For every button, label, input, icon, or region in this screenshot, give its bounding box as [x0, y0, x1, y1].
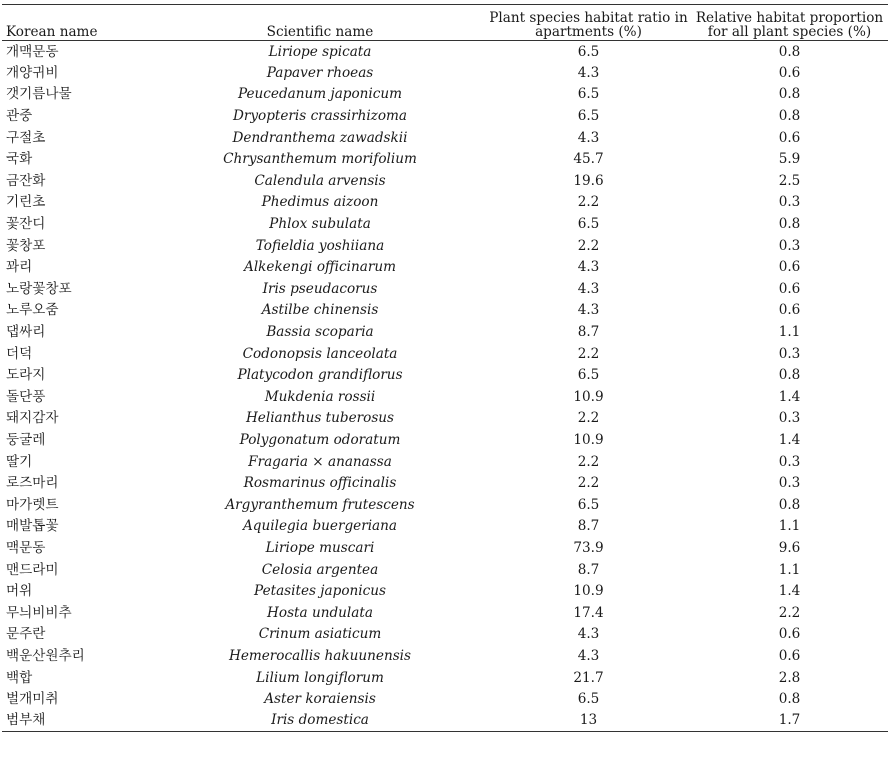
- scientific-name-cell: Mukdenia rossii: [264, 388, 376, 405]
- habitat-ratio-cell: 4.3: [577, 64, 600, 81]
- korean-name-cell: 돼지감자: [6, 410, 59, 427]
- habitat-ratio-cell: 45.7: [573, 151, 604, 168]
- habitat-ratio-cell: 4.3: [577, 647, 600, 664]
- korean-name-cell: 꽃잔디: [6, 216, 46, 233]
- table-row: [2, 580, 888, 602]
- relative-proportion-cell: 2.5: [778, 172, 801, 189]
- relative-proportion-cell: 1.1: [778, 518, 801, 535]
- korean-name-cell: 범부채: [2, 710, 154, 732]
- korean-name-cell: 도라지: [6, 367, 46, 384]
- habitat-ratio-cell: 6.5: [577, 43, 600, 60]
- scientific-name-cell: Crinum asiaticum: [258, 626, 382, 643]
- scientific-name-cell: Petasites japonicus: [254, 583, 386, 600]
- korean-name-cell: 댑싸리: [6, 324, 46, 341]
- header-habitat-ratio: Plant species habitat ratio in apartments (%): [486, 5, 691, 41]
- habitat-ratio-cell: 13: [486, 710, 691, 732]
- relative-proportion-cell: 0.8: [778, 86, 801, 103]
- scientific-name-cell: Polygonatum odoratum: [239, 431, 401, 448]
- header-korean-name: Korean name: [2, 5, 154, 41]
- habitat-ratio-cell: 4.3: [577, 280, 600, 297]
- habitat-ratio-cell: 10.9: [573, 583, 604, 600]
- table-row: [2, 688, 888, 710]
- korean-name-cell: 돌단풍: [6, 388, 46, 405]
- korean-name-cell: 구절초: [6, 129, 46, 146]
- habitat-ratio-cell: 4.3: [577, 626, 600, 643]
- relative-proportion-cell: 0.6: [778, 302, 801, 319]
- scientific-name-cell: Dryopteris crassirhizoma: [232, 108, 408, 125]
- korean-name-cell: 맨드라미: [6, 561, 59, 578]
- scientific-name-cell: Papaver rhoeas: [266, 64, 374, 81]
- scientific-name-cell: Phlox subulata: [269, 216, 371, 233]
- korean-name-cell: 꽈리: [6, 259, 33, 276]
- table-row: [2, 364, 888, 386]
- table-row: [2, 321, 888, 343]
- table-row: [2, 213, 888, 235]
- relative-proportion-cell: 0.3: [778, 237, 801, 254]
- korean-name-cell: 노랑꽃창포: [6, 280, 72, 297]
- table-row: [2, 127, 888, 149]
- relative-proportion-cell: 0.8: [778, 216, 801, 233]
- habitat-ratio-cell: 19.6: [573, 172, 604, 189]
- scientific-name-cell: Dendranthema zawadskii: [232, 129, 408, 146]
- habitat-ratio-cell: 2.2: [577, 194, 600, 211]
- table-row: [2, 170, 888, 192]
- table-row: [2, 624, 888, 646]
- scientific-name-cell: Platycodon grandiflorus: [237, 367, 403, 384]
- korean-name-cell: 로즈마리: [6, 475, 59, 492]
- scientific-name-cell: Liriope muscari: [265, 539, 375, 556]
- table-row: [2, 472, 888, 494]
- relative-proportion-cell: 0.6: [778, 64, 801, 81]
- table-row: [2, 278, 888, 300]
- relative-proportion-cell: 0.8: [778, 367, 801, 384]
- table-row: [2, 451, 888, 473]
- table-row: [2, 148, 888, 170]
- scientific-name-cell: Hemerocallis hakuunensis: [228, 647, 412, 664]
- scientific-name-cell: Peucedanum japonicum: [237, 86, 403, 103]
- table-row: [2, 645, 888, 667]
- table-row: [2, 386, 888, 408]
- habitat-ratio-cell: 4.3: [577, 129, 600, 146]
- korean-name-cell: 금잔화: [6, 172, 46, 189]
- habitat-ratio-cell: 6.5: [577, 216, 600, 233]
- scientific-name-cell: Codonopsis lanceolata: [242, 345, 398, 362]
- scientific-name-cell: Tofieldia yoshiiana: [255, 237, 385, 254]
- table-row: [2, 235, 888, 257]
- habitat-ratio-cell: 17.4: [573, 604, 604, 621]
- relative-proportion-cell: 0.3: [778, 475, 801, 492]
- scientific-name-cell: Fragaria × ananassa: [248, 453, 392, 470]
- habitat-ratio-cell: 4.3: [577, 259, 600, 276]
- table-row: [2, 343, 888, 365]
- table-row: [2, 41, 888, 63]
- habitat-ratio-cell: 2.2: [577, 453, 600, 470]
- relative-proportion-cell: 0.8: [778, 108, 801, 125]
- habitat-ratio-cell: 21.7: [573, 669, 604, 686]
- scientific-name-cell: Aster koraiensis: [264, 691, 376, 708]
- korean-name-cell: 노루오줌: [6, 302, 59, 319]
- korean-name-cell: 둥굴레: [6, 431, 46, 448]
- scientific-name-cell: Helianthus tuberosus: [245, 410, 395, 427]
- habitat-ratio-cell: 6.5: [577, 367, 600, 384]
- korean-name-cell: 개양귀비: [6, 64, 59, 81]
- korean-name-cell: 마가렛트: [6, 496, 59, 513]
- scientific-name-cell: Hosta undulata: [267, 604, 373, 621]
- habitat-ratio-cell: 8.7: [577, 561, 600, 578]
- scientific-name-cell: Aquilegia buergeriana: [242, 518, 398, 535]
- relative-proportion-cell: 1.1: [778, 561, 801, 578]
- header-relative-proportion: Relative habitat proportion for all plant species (%): [691, 5, 888, 41]
- relative-proportion-cell: 0.6: [778, 280, 801, 297]
- relative-proportion-cell: 1.4: [778, 583, 801, 600]
- relative-proportion-cell: 0.8: [778, 43, 801, 60]
- korean-name-cell: 백합: [6, 669, 33, 686]
- relative-proportion-cell: 0.6: [778, 129, 801, 146]
- korean-name-cell: 관중: [6, 108, 33, 125]
- scientific-name-cell: Astilbe chinensis: [261, 302, 379, 319]
- relative-proportion-cell: 0.3: [778, 453, 801, 470]
- table-row: [2, 667, 888, 689]
- habitat-ratio-cell: 4.3: [577, 302, 600, 319]
- korean-name-cell: 매발톱꽃: [6, 518, 59, 535]
- habitat-ratio-cell: 6.5: [577, 86, 600, 103]
- habitat-ratio-cell: 8.7: [577, 518, 600, 535]
- table-row: [2, 62, 888, 84]
- habitat-ratio-cell: 10.9: [573, 431, 604, 448]
- relative-proportion-cell: 0.6: [778, 259, 801, 276]
- scientific-name-cell: Chrysanthemum morifolium: [223, 151, 417, 168]
- relative-proportion-cell: 1.7: [691, 710, 888, 732]
- habitat-ratio-cell: 2.2: [577, 237, 600, 254]
- scientific-name-cell: Alkekengi officinarum: [244, 259, 396, 276]
- korean-name-cell: 갯기름나물: [6, 86, 72, 103]
- table-body: [2, 41, 888, 732]
- table-row: [2, 537, 888, 559]
- scientific-name-cell: Lilium longiflorum: [256, 669, 384, 686]
- table-row: [2, 300, 888, 322]
- relative-proportion-cell: 0.3: [778, 410, 801, 427]
- scientific-name-cell: Celosia argentea: [261, 561, 379, 578]
- habitat-ratio-cell: 6.5: [577, 691, 600, 708]
- habitat-ratio-cell: 6.5: [577, 108, 600, 125]
- relative-proportion-cell: 0.8: [778, 691, 801, 708]
- korean-name-cell: 벌개미취: [6, 691, 59, 708]
- scientific-name-cell: Calendula arvensis: [254, 172, 386, 189]
- table-row: [2, 84, 888, 106]
- korean-name-cell: 꽃창포: [6, 237, 46, 254]
- habitat-ratio-cell: 8.7: [577, 324, 600, 341]
- table-row: [2, 192, 888, 214]
- table-row: [2, 408, 888, 430]
- relative-proportion-cell: 2.8: [778, 669, 801, 686]
- relative-proportion-cell: 0.8: [778, 496, 801, 513]
- header-scientific-name: Scientific name: [154, 5, 486, 41]
- scientific-name-cell: Argyranthemum frutescens: [225, 496, 415, 513]
- habitat-ratio-cell: 10.9: [573, 388, 604, 405]
- relative-proportion-cell: 2.2: [778, 604, 801, 621]
- scientific-name-cell: Liriope spicata: [268, 43, 372, 60]
- header-row: [2, 5, 888, 41]
- scientific-name-cell: Rosmarinus officinalis: [243, 475, 397, 492]
- table-row: [2, 494, 888, 516]
- relative-proportion-cell: 5.9: [778, 151, 801, 168]
- table-row: [2, 710, 888, 732]
- table-row: [2, 516, 888, 538]
- relative-proportion-cell: 1.4: [778, 431, 801, 448]
- korean-name-cell: 더덕: [6, 345, 33, 362]
- korean-name-cell: 국화: [6, 151, 33, 168]
- table-row: [2, 105, 888, 127]
- habitat-ratio-cell: 2.2: [577, 345, 600, 362]
- scientific-name-cell: Bassia scoparia: [266, 324, 374, 341]
- habitat-ratio-cell: 2.2: [577, 410, 600, 427]
- table-row: [2, 429, 888, 451]
- scientific-name-cell: Phedimus aizoon: [261, 194, 379, 211]
- table-row: [2, 256, 888, 278]
- relative-proportion-cell: 9.6: [778, 539, 801, 556]
- korean-name-cell: 기린초: [6, 194, 46, 211]
- table-header: [2, 5, 888, 41]
- scientific-name-cell: Iris domestica: [154, 710, 486, 732]
- habitat-ratio-cell: 73.9: [573, 539, 604, 556]
- korean-name-cell: 머위: [6, 583, 33, 600]
- relative-proportion-cell: 0.6: [778, 647, 801, 664]
- table-row: [2, 559, 888, 581]
- korean-name-cell: 백운산원추리: [6, 647, 85, 664]
- korean-name-cell: 문주란: [6, 626, 46, 643]
- relative-proportion-cell: 0.6: [778, 626, 801, 643]
- relative-proportion-cell: 0.3: [778, 345, 801, 362]
- korean-name-cell: 딸기: [6, 453, 33, 470]
- relative-proportion-cell: 1.1: [778, 324, 801, 341]
- habitat-ratio-cell: 2.2: [577, 475, 600, 492]
- habitat-ratio-cell: 6.5: [577, 496, 600, 513]
- korean-name-cell: 무늬비비추: [6, 604, 72, 621]
- plant-species-table: [2, 4, 888, 732]
- korean-name-cell: 개맥문동: [6, 43, 59, 60]
- korean-name-cell: 맥문동: [6, 539, 46, 556]
- relative-proportion-cell: 1.4: [778, 388, 801, 405]
- scientific-name-cell: Iris pseudacorus: [262, 280, 378, 297]
- relative-proportion-cell: 0.3: [778, 194, 801, 211]
- table-row: [2, 602, 888, 624]
